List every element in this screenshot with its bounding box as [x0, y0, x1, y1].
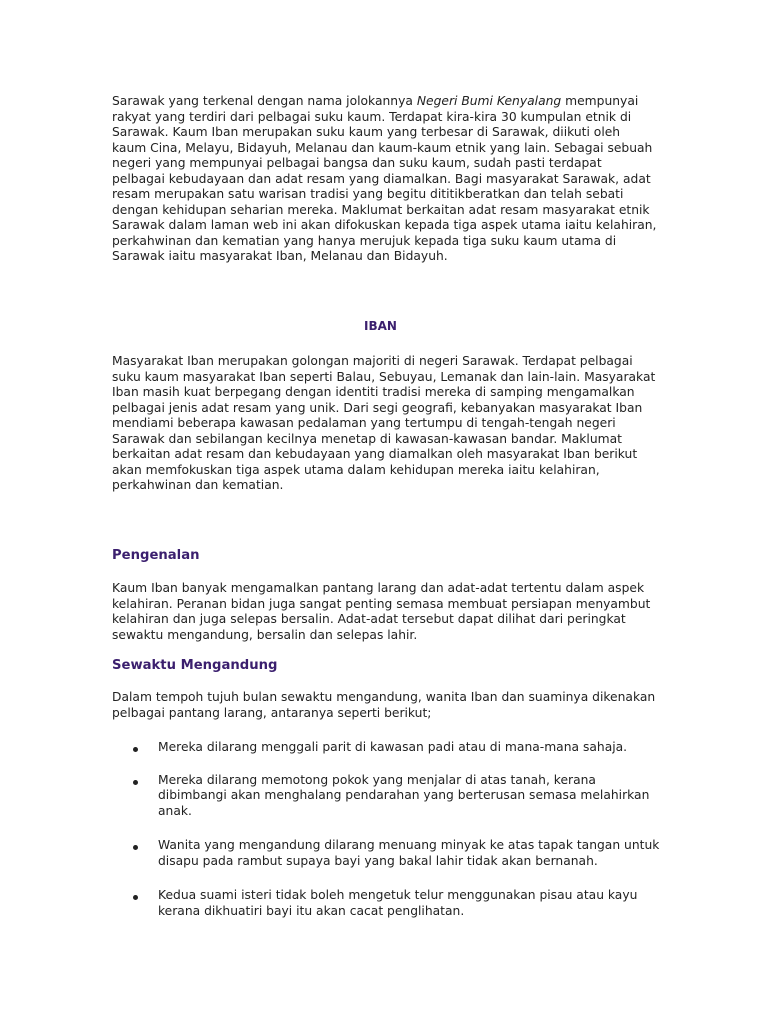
list-item-text: Wanita yang mengandung dilarang menuang minyak ke atas tapak tangan untuk disapu pada rambut supaya bayi yang bakal lahir tidak akan bernanah.	[158, 838, 660, 868]
list-item-text: Mereka dilarang memotong pokok yang menjalar di atas tanah, kerana dibimbangi akan menghalang pendarahan yang berterusan semasa melahirkan anak.	[158, 772, 650, 818]
bullet-icon	[133, 895, 138, 900]
heading-pengenalan: Pengenalan	[112, 548, 200, 563]
pengenalan-paragraph: Kaum Iban banyak mengamalkan pantang larang dan adat-adat tertentu dalam aspek kelahiran. Peranan bidan juga sangat penting semasa membuat persiapan menyambut kelahiran dan juga selepas bersalin. Adat-adat tersebut dapat dilihat dari peringkat sewaktu mengandung, bersalin dan selepas lahir.	[112, 581, 651, 642]
intro-text-start: Sarawak yang terkenal dengan nama jolokannya	[112, 94, 417, 108]
list-item	[112, 740, 662, 756]
heading-sewaktu-mengandung: Sewaktu Mengandung	[112, 658, 278, 673]
iban-paragraph: Masyarakat Iban merupakan golongan majoriti di negeri Sarawak. Terdapat pelbagai suku kaum masyarakat Iban seperti Balau, Sebuyau, Lemanak dan lain-lain. Masyarakat Iban masih kuat berpegang dengan identiti tradisi mereka di samping mengamalkan pelbagai jenis adat resam yang unik. Dari segi geografi, kebanyakan masyarakat Iban mendiami beberapa kawasan pedalaman yang tertumpu di tengah-tengah negeri Sarawak dan sebilangan kecilnya menetap di kawasan-kawasan bandar. Maklumat berkaitan adat resam dan kebudayaan yang diamalkan oleh masyarakat Iban berikut akan memfokuskan tiga aspek utama dalam kehidupan mereka iaitu kelahiran, perkahwinan dan kematian.	[112, 354, 656, 492]
pantang-larang-list	[112, 740, 662, 919]
list-item	[112, 773, 662, 820]
list-item	[112, 838, 662, 869]
list-item	[112, 888, 662, 919]
intro-italic-name: Negeri Bumi Kenyalang	[416, 94, 562, 108]
intro-text-rest: mempunyai rakyat yang terdiri dari pelbagai suku kaum. Terdapat kira-kira 30 kumpulan etnik di Sarawak. Kaum Iban merupakan suku kaum yang terbesar di Sarawak, diikuti oleh kaum Cina, Melayu, Bidayuh, Melanau dan kaum-kaum etnik yang lain. Sebagai sebuah negeri yang mempunyai pelbagai bangsa dan suku kaum, sudah pasti terdapat pelbagai kebudayaan dan adat resam yang diamalkan. Bagi masyarakat Sarawak, adat resam merupakan satu warisan tradisi yang begitu dititikberatkan dan telah sebati dengan kehidupan seharian mereka. Maklumat berkaitan adat resam masyarakat etnik Sarawak dalam laman web ini akan difokuskan kepada tiga aspek utama iaitu kelahiran, perkahwinan dan kematian yang hanya merujuk kepada tiga suku kaum utama di Sarawak iaitu masyarakat Iban, Melanau dan Bidayuh.	[112, 94, 657, 263]
list-item-text: Mereka dilarang menggali parit di kawasan padi atau di mana-mana sahaja.	[158, 740, 628, 754]
bullet-icon	[133, 780, 138, 785]
section-title-iban: IBAN	[364, 319, 397, 333]
list-item-text: Kedua suami isteri tidak boleh mengetuk telur menggunakan pisau atau kayu kerana dikhuatiri bayi itu akan cacat penglihatan.	[158, 888, 638, 918]
intro-paragraph	[112, 94, 657, 265]
sewaktu-paragraph: Dalam tempoh tujuh bulan sewaktu mengandung, wanita Iban dan suaminya dikenakan pelbagai pantang larang, antaranya seperti berikut;	[112, 690, 656, 720]
bullet-icon	[133, 747, 138, 752]
bullet-icon	[133, 845, 138, 850]
